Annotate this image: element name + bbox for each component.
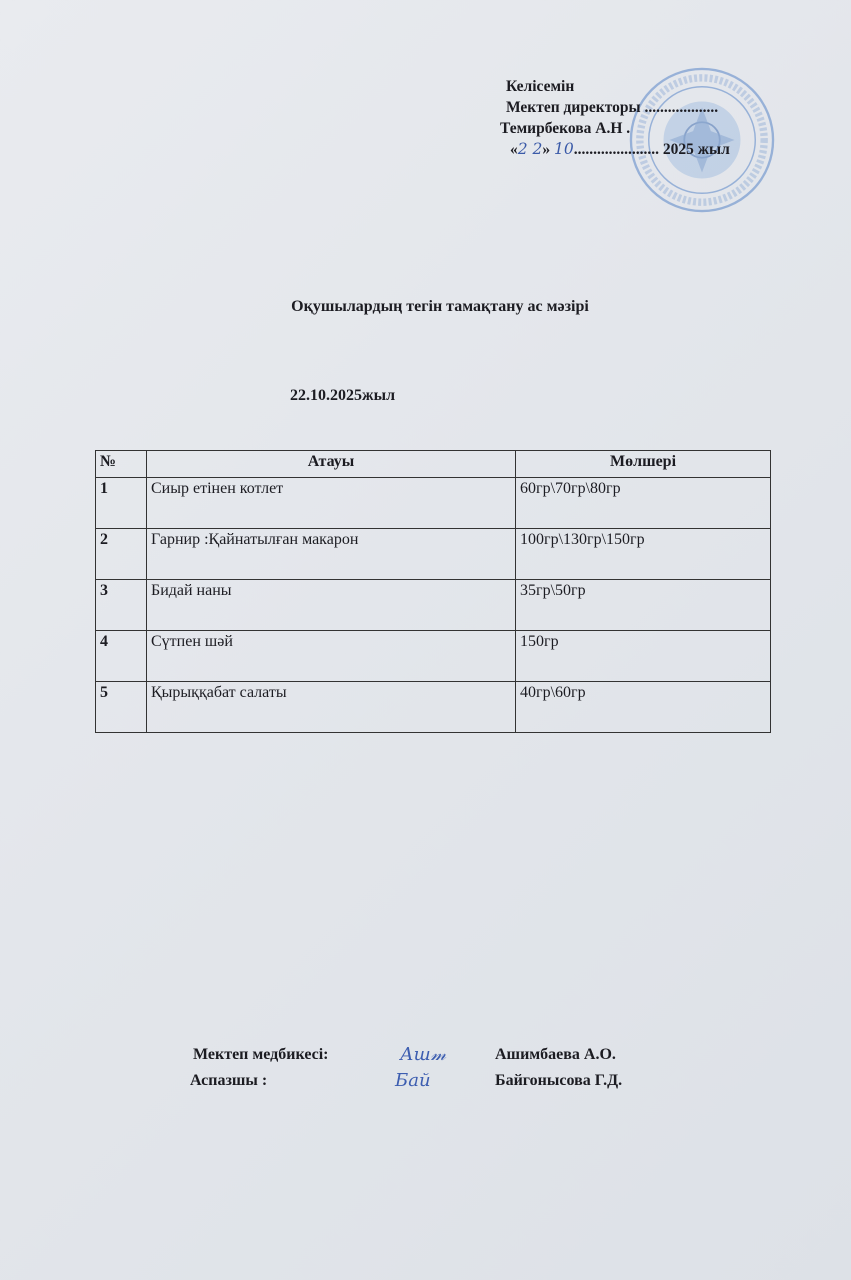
row-amount: 35гр\50гр <box>516 580 771 631</box>
menu-table <box>95 450 771 733</box>
header-number: № <box>96 451 147 478</box>
table-header <box>96 451 771 478</box>
row-amount: 40гр\60гр <box>516 682 771 733</box>
header-amount: Мөлшері <box>516 451 771 478</box>
handwritten-day: 2 2 <box>517 140 543 158</box>
approval-block <box>500 76 730 160</box>
director-name: Темирбекова А.Н . <box>500 120 631 137</box>
table-row <box>96 529 771 580</box>
cook-signature: Бай <box>395 1070 431 1091</box>
row-amount: 100гр\130гр\150гр <box>516 529 771 580</box>
menu-date: 22.10.2025жыл <box>290 387 396 404</box>
row-number: 2 <box>96 529 147 580</box>
row-number: 3 <box>96 580 147 631</box>
table-row <box>96 478 771 529</box>
approval-year: 2025 жыл <box>662 141 730 158</box>
page-title: Оқушылардың тегін тамақтану ас мәзірі <box>291 298 589 315</box>
director-line <box>506 97 730 118</box>
row-number: 1 <box>96 478 147 529</box>
row-name: Қырыққабат салаты <box>147 682 516 733</box>
nurse-label: Мектеп медбикесі: <box>193 1046 329 1063</box>
month-dots: ...................... <box>573 141 660 158</box>
table-row <box>96 631 771 682</box>
row-number: 4 <box>96 631 147 682</box>
row-name: Сиыр етінен котлет <box>147 478 516 529</box>
signature-dots: ................... <box>644 99 719 116</box>
nurse-signature: Аш𝓂 <box>400 1044 446 1065</box>
row-amount: 150гр <box>516 631 771 682</box>
quote-open: « <box>510 141 518 158</box>
handwritten-month: 10 <box>554 140 574 158</box>
row-name: Бидай наны <box>147 580 516 631</box>
row-name: Сүтпен шәй <box>147 631 516 682</box>
nurse-name: Ашимбаева А.О. <box>495 1046 616 1063</box>
approval-date <box>510 139 730 160</box>
row-name: Гарнир :Қайнатылған макарон <box>147 529 516 580</box>
quote-close: » <box>542 141 551 158</box>
cook-name: Байгонысова Г.Д. <box>495 1072 623 1089</box>
table-row <box>96 580 771 631</box>
director-title: Мектеп директоры <box>506 99 641 116</box>
table-row <box>96 682 771 733</box>
row-amount: 60гр\70гр\80гр <box>516 478 771 529</box>
header-name: Атауы <box>147 451 516 478</box>
cook-label: Аспазшы : <box>190 1072 268 1089</box>
approval-heading: Келісемін <box>506 78 575 95</box>
row-number: 5 <box>96 682 147 733</box>
